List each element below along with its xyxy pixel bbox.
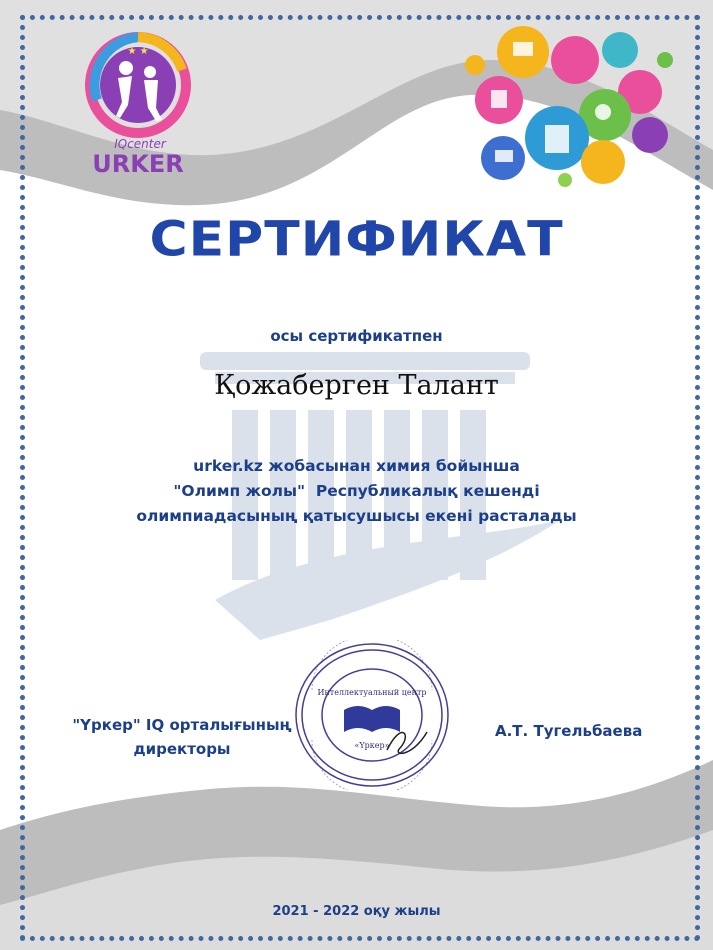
urker-logo: [82, 30, 194, 180]
director-line: директоры: [133, 740, 231, 758]
academic-year: 2021 - 2022 оқу жылы: [272, 904, 441, 919]
director-line: "Үркер" IQ орталығының: [72, 716, 292, 734]
certificate-title: СЕРТИФИКАТ: [149, 212, 564, 268]
stamp-center-top: Интеллектуальный центр: [317, 688, 427, 697]
recipient-name: Қожаберген Талант: [214, 370, 499, 401]
certificate-body: [0, 454, 713, 529]
body-line: urker.kz жобасынан химия бойынша: [193, 457, 520, 475]
body-line: олимпиадасының қатысушысы екені расталады: [136, 507, 577, 525]
director-title: [62, 713, 302, 761]
signer-name: А.Т. Тугельбаева: [495, 722, 643, 740]
stamp-center-bottom: «Үркер»: [354, 741, 390, 750]
official-stamp: [292, 640, 452, 790]
svg-text:★ ★: ★ ★: [127, 46, 149, 57]
intro-text: осы сертификатпен: [270, 327, 443, 345]
education-icons: [455, 20, 680, 195]
body-line: "Олимп жолы" Республикалық кешенді: [173, 482, 540, 500]
signature: [387, 732, 427, 753]
logo-subtitle: IQcenter: [114, 137, 166, 151]
logo-title: URKER: [92, 150, 184, 178]
